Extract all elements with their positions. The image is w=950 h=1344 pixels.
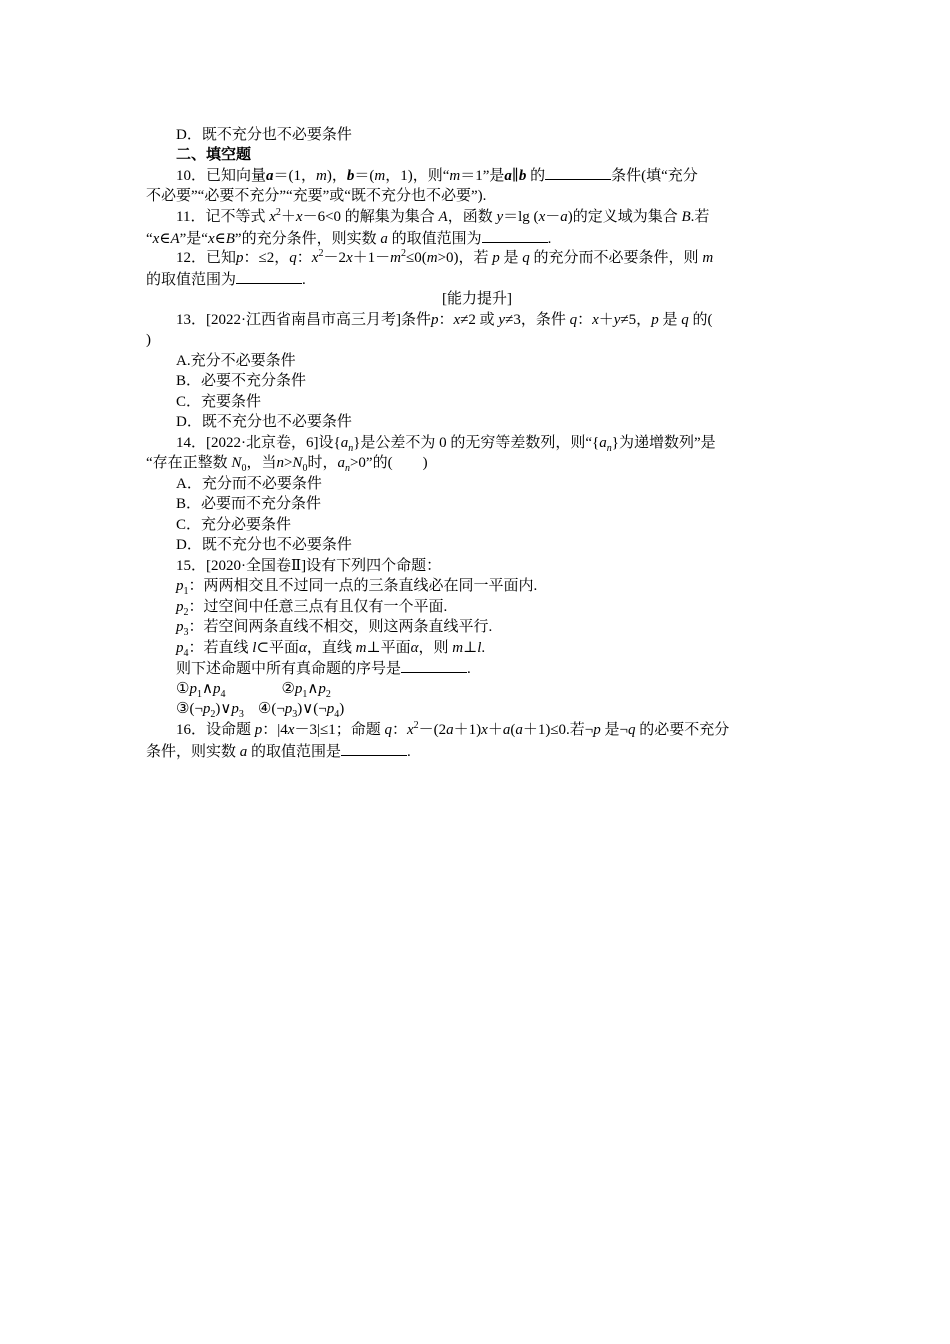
question-10-line2: 不必要”“必要不充分”“充要”或“既不充分也不必要”). [146, 188, 487, 204]
question-15-ask: 则下述命题中所有真命题的序号是 . [176, 658, 838, 678]
proposition-p4: $p_4$：若直线 l⊂平面α，直线 m⊥平面α，则 m⊥l. [176, 640, 486, 659]
answer-blank [401, 658, 467, 673]
ability-heading: [能力提升] [442, 291, 512, 307]
section-heading-fill-blank: 二、填空题 [176, 147, 252, 163]
question-11-line2: “x∈A”是“x∈B”的充分条件，则实数 a 的取值范围为 . [146, 228, 808, 248]
q15-options-row2: $③(\neg p_2)\vee p_3$ $④(\neg p_3)\vee(\neg p_4)$ [176, 701, 345, 720]
question-12-line1: 12．已知p：≤2，q：$x^2-2x+1-m^2\le 0(m>0)$，若 p 是 q 的充分而不必要条件，则 m [176, 248, 714, 266]
answer-blank [545, 165, 611, 180]
q9-option-d: D．既不充分也不必要条件 [176, 127, 352, 143]
q14-option-c: C．充分必要条件 [176, 517, 292, 533]
q14-option-d: D．既不充分也不必要条件 [176, 537, 352, 553]
proposition-p3: $p_3$：若空间两条直线不相交，则这两条直线平行. [176, 619, 493, 638]
q14-option-a: A．充分而不必要条件 [176, 476, 322, 492]
proposition-p2: $p_2$：过空间中任意三点有且仅有一个平面. [176, 599, 448, 618]
q15-options-row1: $①p_1\wedge p_4$ $②p_1\wedge p_2$ [176, 681, 331, 700]
answer-blank [236, 269, 302, 284]
q13-option-c: C．充要条件 [176, 394, 262, 410]
question-15-stem: 15．[2020·全国卷Ⅱ]设有下列四个命题： [176, 558, 442, 574]
question-10-line1: 10．已知向量a＝(1，m)，b＝(m，1)，则“m＝1”是a∥b 的 条件(填“充分 [176, 165, 838, 185]
question-14-line1: 14．[2022·北京卷，6]设$\{a_n\}$是公差不为 0 的无穷等差数列，则“$\{a_n\}$为递增数列”是 [176, 435, 716, 454]
proposition-p1: $p_1$：两两相交且不过同一点的三条直线必在同一平面内. [176, 578, 538, 597]
question-13-line1: 13．[2022·江西省南昌市高三月考]条件p：x≠2 或 y≠3，条件 q：x＋y≠5，p 是 q 的( [176, 312, 713, 328]
q14-option-b: B．必要而不充分条件 [176, 496, 322, 512]
answer-blank [482, 228, 548, 243]
question-14-line2: “存在正整数 $N_0$，当$n>N_0$时，$a_n>0$”的( ) [146, 455, 428, 474]
question-13-line2: ) [146, 332, 151, 348]
question-11-line1: 11．记不等式 $x^2+x-6<0$ 的解集为集合 A，函数 y＝lg (x－a)的定义域为集合 B.若 [176, 207, 710, 225]
answer-blank [341, 741, 407, 756]
q13-option-b: B．必要不充分条件 [176, 373, 307, 389]
question-12-line2: 的取值范围为 . [146, 269, 808, 289]
question-16-line2: 条件，则实数 a 的取值范围是 . [146, 741, 808, 761]
q13-option-a: A.充分不必要条件 [176, 353, 296, 369]
question-16-line1: 16．设命题 p：|4x－3|≤1；命题 q：$x^2-(2a+1)x+a(a+1)\le 0$.若¬p 是¬q 的必要不充分 [176, 720, 730, 738]
q13-option-d: D．既不充分也不必要条件 [176, 414, 352, 430]
